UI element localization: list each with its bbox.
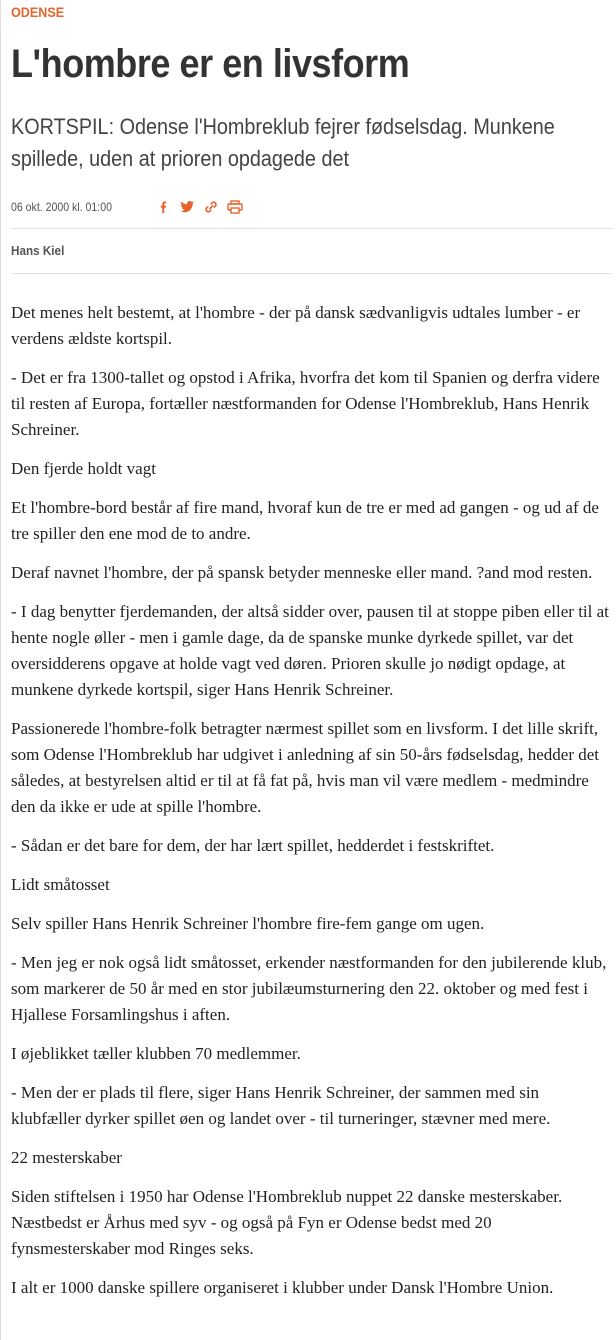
article-meta bbox=[11, 197, 612, 217]
twitter-icon[interactable] bbox=[179, 199, 195, 215]
paragraph: Det menes helt bestemt, at l'hombre - der på dansk sædvanligvis udtales lumber - er verdens ældste kortspil. bbox=[11, 303, 581, 348]
section-label[interactable]: ODENSE bbox=[11, 4, 65, 20]
article-headline: L'hombre er en livsform bbox=[11, 42, 410, 86]
subheading: Lidt småtosset bbox=[11, 875, 110, 894]
paragraph: Deraf navnet l'hombre, der på spansk betyder menneske eller mand. ?and mod resten. bbox=[11, 563, 593, 582]
paragraph: I alt er 1000 danske spillere organiseret i klubber under Dansk l'Hombre Union. bbox=[11, 1278, 554, 1297]
share-bar bbox=[155, 199, 243, 215]
paragraph: Et l'hombre-bord består af fire mand, hvoraf kun de tre er med ad gangen - og ud af de tre spiller den ene mod de to andre. bbox=[11, 498, 599, 543]
paragraph: Selv spiller Hans Henrik Schreiner l'hombre fire-fem gange om ugen. bbox=[11, 914, 485, 933]
article-subheadline: KORTSPIL: Odense l'Hombreklub fejrer fødselsdag. Munkene spillede, uden at prioren opdagede det bbox=[11, 114, 555, 171]
subheading: Den fjerde holdt vagt bbox=[11, 459, 156, 478]
article-body bbox=[11, 300, 612, 1301]
paragraph: - Det er fra 1300-tallet og opstod i Afrika, hvorfra det kom til Spanien og derfra videre til resten af Europa, fortæller næstformanden for Odense l'Hombreklub, Hans Henrik Schreiner. bbox=[11, 368, 600, 439]
paragraph: Passionerede l'hombre-folk betragter nærmest spillet som en livsform. I det lille skrift, som Odense l'Hombreklub har udgivet i anledning af sin 50-års fødselsdag, hedder det således, at bestyrelsen altid er til at få fat på, hvis man vil være medlem - medmindre den da ikke er ude at spille l'hombre. bbox=[11, 719, 600, 816]
link-icon[interactable] bbox=[203, 199, 219, 215]
print-icon[interactable] bbox=[227, 199, 243, 215]
paragraph: - Men jeg er nok også lidt småtosset, erkender næstformanden for den jubilerende klub, som markerer de 50 år med en stor jubilæumsturnering den 22. oktober og med fest i Hjallese Forsamlingshus i aften. bbox=[11, 953, 607, 1024]
facebook-icon[interactable] bbox=[155, 199, 171, 215]
subheading: 22 mesterskaber bbox=[11, 1148, 122, 1167]
paragraph: - I dag benytter fjerdemanden, der altså sidder over, pausen til at stoppe piben eller til at hente nogle øller - men i gamle dage, da de spanske munke dyrkede spillet, var det oversidderens opgave at holde vagt ved døren. Prioren skulle jo nødigt opdage, at munkene dyrkede kortspil, siger Hans Henrik Schreiner. bbox=[11, 602, 609, 699]
divider bbox=[11, 273, 612, 274]
paragraph: I øjeblikket tæller klubben 70 medlemmer. bbox=[11, 1044, 301, 1063]
paragraph: - Men der er plads til flere, siger Hans Henrik Schreiner, der sammen med sin klubfæller dyrker spillet øen og landet over - til turneringer, stævner med mere. bbox=[11, 1083, 551, 1128]
paragraph: Siden stiftelsen i 1950 har Odense l'Hombreklub nuppet 22 danske mesterskaber. Næstbedst er Århus med syv - og også på Fyn er Odense bedst med 20 fynsmesterskaber mod Ringes seks. bbox=[11, 1187, 563, 1258]
paragraph: - Sådan er det bare for dem, der har lært spillet, hedderdet i festskriftet. bbox=[11, 836, 495, 855]
author-byline[interactable]: Hans Kiel bbox=[11, 243, 65, 258]
article bbox=[11, 0, 612, 1314]
publish-date: 06 okt. 2000 kl. 01:00 bbox=[11, 200, 112, 214]
